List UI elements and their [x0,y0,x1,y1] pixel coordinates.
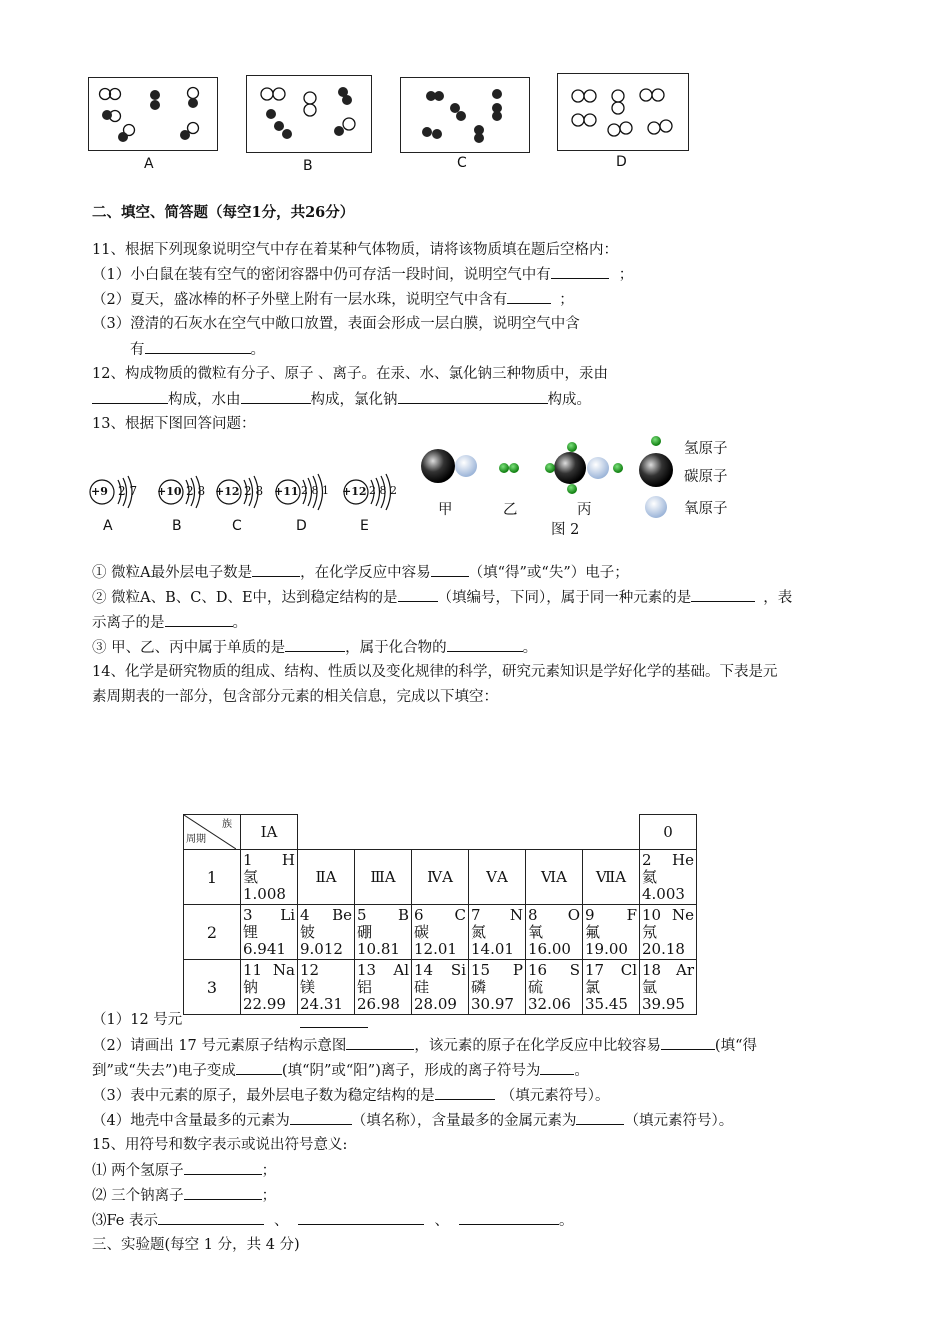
legend-hydrogen: 氢原子 [684,441,728,457]
molecule-label-b: B [303,158,313,174]
atom-a-shells: 2 7 [118,484,138,498]
element-cell: 10 Ne 氖 20.18 [640,905,697,960]
q13-blank4[interactable] [691,587,755,602]
element-cell: 18 Ar 氩 39.95 [640,960,697,1015]
element-cell: 3 Li 锂 6.941 [241,905,298,960]
period-row-3 [184,960,697,1015]
atom-label-d: D [296,518,307,534]
group-header: ⅥA [526,850,583,905]
q14-line2: 素周期表的一部分，包含部分元素的相关信息，完成以下填空： [92,689,498,705]
element-cell-he: 2 He 氦 4.003 [640,850,697,905]
q13-blank3[interactable] [398,587,438,602]
q14-p2: （2）请画出 17 号元素原子结构示意图 ，该元素的原子在化学反应中比较容易 (填“得 [92,1035,757,1056]
atom-label-a: A [103,518,113,534]
q15-blank2[interactable] [184,1185,262,1200]
q13-s1: ① 微粒A最外层电子数是 ，在化学反应中容易 （填“得”或“失”）电子； [92,562,629,583]
mol-label-yi: 乙 [503,502,518,518]
q13-s3: ③ 甲、乙、丙中属于单质的是 ，属于化合物的 。 [92,637,537,658]
q12-blank1[interactable] [92,389,168,404]
period-row-2 [184,905,697,960]
atom-c-shells: 2 8 [244,484,264,498]
q14-p1: （1）12 号元 [92,1012,183,1028]
q12-line2: 构成，水由 构成，氯化钠 构成。 [92,389,591,410]
q15-blank3[interactable] [158,1210,264,1225]
q11-blank2[interactable] [507,289,551,304]
atom-c-nucleus: +12 [215,485,240,498]
element-cell: 15 P 磷 30.97 [469,960,526,1015]
section2-title: 二、填空、简答题（每空1分，共26分） [92,204,355,221]
q12-blank3[interactable] [398,389,548,404]
group-header: ⅢA [355,850,412,905]
atom-b-shells: 2 8 [186,484,206,498]
molecule-box-d [557,73,689,151]
molecule-label-c: C [457,155,467,171]
q13-blank2[interactable] [431,562,469,577]
q15-p3: ⑶Fe 表示 、 、 。 [92,1210,573,1231]
element-cell: 16 S 硫 32.06 [526,960,583,1015]
q14-blank3[interactable] [236,1060,282,1075]
section3-title: 三、实验题(每空 1 分，共 4 分) [92,1237,300,1253]
figure-caption: 图 2 [551,522,580,538]
element-cell: 6 C 碳 12.01 [412,905,469,960]
period-label: 2 [184,905,241,960]
q11-part1: （1）小白鼠在装有空气的密闭容器中仍可存活一段时间，说明空气中有 ； [92,264,633,285]
atom-a-nucleus: +9 [91,485,108,498]
periodic-table [183,814,697,1015]
q14-blank1[interactable] [346,1035,414,1050]
q13-blank1[interactable] [252,562,300,577]
q15-blank5[interactable] [459,1210,559,1225]
element-cell: 9 F 氟 19.00 [583,905,640,960]
atom-label-c: C [232,518,242,534]
atom-b-nucleus: +10 [157,485,182,498]
period-label: 3 [184,960,241,1015]
q14-blank2[interactable] [661,1035,715,1050]
mol-label-jia: 甲 [438,502,453,518]
molecule-label-d: D [616,154,627,170]
q14-p1-blank[interactable] [300,1027,368,1028]
group-header: ⅤA [469,850,526,905]
q12-line1: 12、构成物质的微粒有分子、原子 、离子。在汞、水、氯化钠三种物质中，汞由 [92,366,609,382]
legend-oxygen: 氧原子 [684,501,728,517]
period-label: 1 [184,850,241,905]
q13-s2-cont: 示离子的是 。 [92,612,247,633]
q15-p2: ⑵ 三个钠离子 ； [92,1185,276,1206]
q14-blank4[interactable] [540,1060,574,1075]
element-cell: 14 Si 硅 28.09 [412,960,469,1015]
atom-e-shells: 2 8 2 [369,484,397,497]
group-header: ⅠA [241,815,298,850]
q15-stem: 15、用符号和数字表示或说出符号意义: [92,1137,348,1153]
q14-blank6[interactable] [290,1110,352,1125]
element-cell-h: 1 H 氢 1.008 [241,850,298,905]
molecule-image-b [247,76,371,152]
q14-p4: （4）地壳中含量最多的元素为 （填名称），含量最多的金属元素为 （填元素符号）。 [92,1110,733,1131]
element-cell: 5 B 硼 10.81 [355,905,412,960]
q15-blank4[interactable] [298,1210,424,1225]
q11-blank3[interactable] [145,339,251,354]
q13-stem: 13、根据下图回答问题： [92,416,256,432]
molecule-image-a [89,78,217,150]
mol-label-bing: 丙 [577,502,592,518]
q13-blank6[interactable] [285,637,345,652]
q14-p3: （3）表中元素的原子，最外层电子数为稳定结构的是 （填元素符号）。 [92,1085,609,1106]
q11-part3: （3）澄清的石灰水在空气中敞口放置，表面会形成一层白膜，说明空气中含 [92,316,580,332]
q13-blank5[interactable] [165,612,233,627]
atom-label-b: B [172,518,182,534]
q15-p1: ⑴ 两个氢原子 ； [92,1160,276,1181]
atom-e-nucleus: +12 [342,485,367,498]
group-header: 0 [640,815,697,850]
atom-label-e: E [360,518,369,534]
q13-blank7[interactable] [447,637,523,652]
q14-line1: 14、化学是研究物质的组成、结构、性质以及变化规律的科学，研究元素知识是学好化学的基础。下表是元 [92,664,778,680]
element-cell: 8 O 氧 16.00 [526,905,583,960]
legend-carbon: 碳原子 [684,469,728,485]
q14-p2-cont: 到”或“失去”)电子变成 (填“阴”或“阳”)离子，形成的离子符号为 。 [92,1060,589,1081]
q15-blank1[interactable] [184,1160,262,1175]
q11-part2: （2）夏天，盛冰棒的杯子外壁上附有一层水珠，说明空气中含有 ； [92,289,574,310]
group-header: ⅦA [583,850,640,905]
q14-blank7[interactable] [576,1110,624,1125]
molecule-image-c [401,78,529,152]
molecule-box-b [246,75,372,153]
molecule-box-a [88,77,218,151]
element-cell: 4 Be 铍 9.012 [298,905,355,960]
element-cell: 11 Na 钠 22.99 [241,960,298,1015]
element-cell: 13 Al 铝 26.98 [355,960,412,1015]
group-header: ⅡA [298,850,355,905]
q12-blank2[interactable] [241,389,311,404]
q11-blank1[interactable] [551,264,609,279]
atom-d-shells: 2 8 1 [301,484,329,497]
q14-blank5[interactable] [435,1085,495,1100]
q13-s2: ② 微粒A、B、C、D、E中，达到稳定结构的是 （填编号，下同），属于同一种元素的是 ，表 [92,587,792,608]
atom-d-nucleus: +11 [274,485,299,498]
q11-part3-cont: 有 。 [130,339,265,360]
molecule-image-d [558,74,688,150]
q11-stem: 11、根据下列现象说明空气中存在着某种气体物质，请将该物质填在题后空格内： [92,242,618,258]
element-cell: 7 N 氮 14.01 [469,905,526,960]
table-corner: 族 周期 [184,815,241,850]
molecule-label-a: A [144,156,154,172]
element-cell: 17 Cl 氯 35.45 [583,960,640,1015]
molecule-box-c [400,77,530,153]
group-header: ⅣA [412,850,469,905]
element-cell: 12 镁 24.31 [298,960,355,1015]
